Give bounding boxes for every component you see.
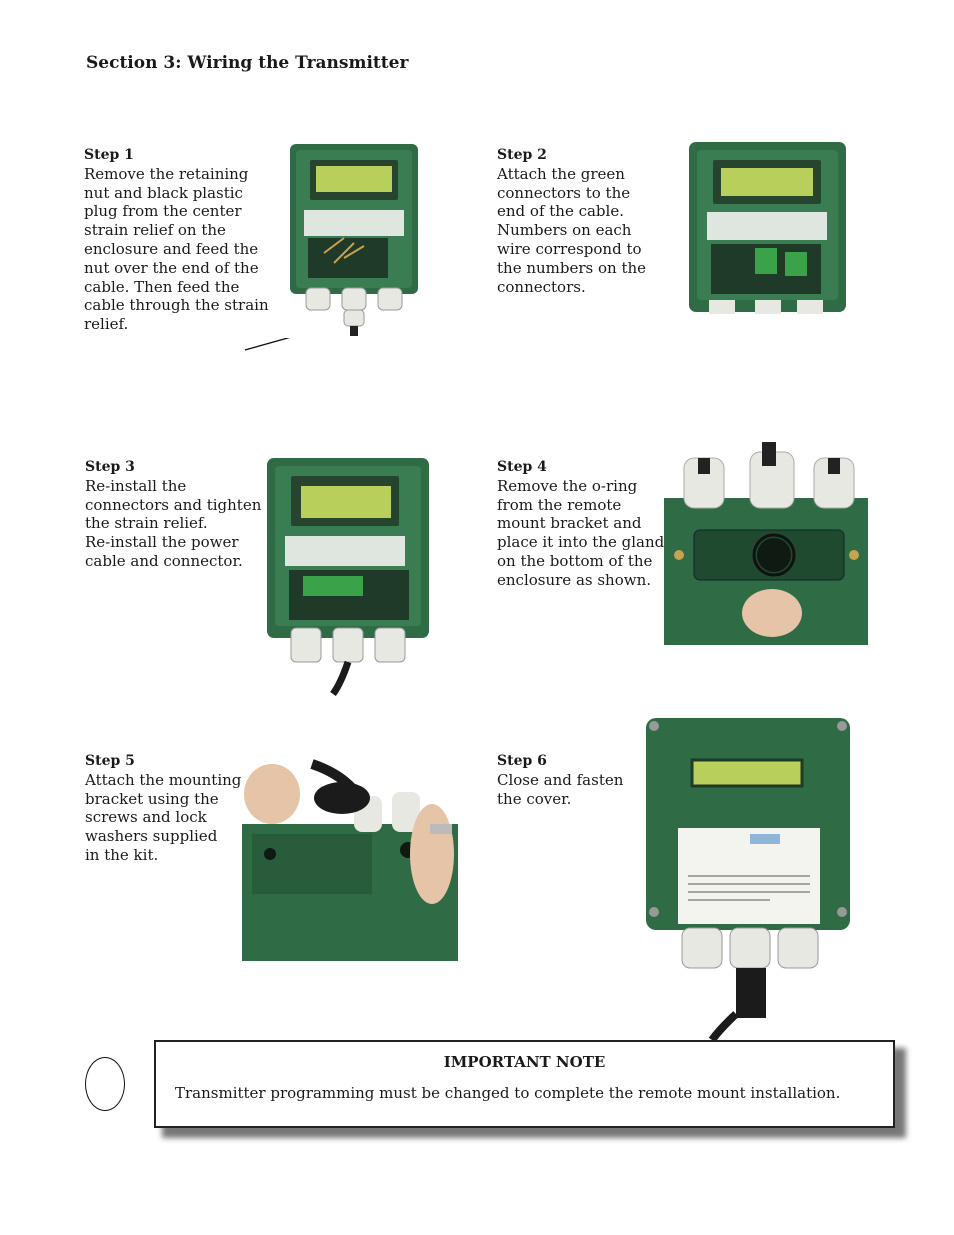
step-2-heading: Step 2 xyxy=(497,147,547,163)
step-4-line: on the bottom of the xyxy=(497,551,653,570)
step-2-line: Numbers on each xyxy=(497,221,632,240)
step-6-line: Close and fasten xyxy=(497,770,624,789)
step-4-heading: Step 4 xyxy=(497,459,547,475)
step-1-line: enclosure and feed the xyxy=(84,239,259,258)
step-3 xyxy=(85,458,261,571)
step-1-line: strain relief on the xyxy=(84,221,226,240)
step-2-line: the numbers on the xyxy=(497,258,647,277)
step-5 xyxy=(85,752,241,865)
step-5-line: in the kit. xyxy=(85,845,159,864)
step-1-line: cable through the strain xyxy=(84,296,269,315)
step-6-photo xyxy=(640,714,856,1040)
step-1-heading: Step 1 xyxy=(84,147,134,163)
step-4 xyxy=(497,458,664,590)
step-6-line: the cover. xyxy=(497,789,572,808)
step-5-line: washers supplied xyxy=(85,827,218,846)
step-4-line: from the remote xyxy=(497,495,622,514)
step-1 xyxy=(84,146,269,334)
step-4-line: Remove the o-ring xyxy=(497,476,638,495)
important-note-box xyxy=(154,1040,895,1128)
step-2-line: end of the cable. xyxy=(497,202,624,221)
note-title: IMPORTANT NOTE xyxy=(443,1053,606,1071)
step-6 xyxy=(497,752,623,808)
step-2-line: Attach the green xyxy=(497,164,625,183)
step-2-line: connectors. xyxy=(497,277,586,296)
step-5-heading: Step 5 xyxy=(85,753,135,769)
step-3-photo xyxy=(263,448,433,696)
step-3-line: Re-install the xyxy=(85,476,187,495)
step-3-line: connectors and tighten xyxy=(85,495,262,514)
step-1-line: Remove the retaining xyxy=(84,164,249,183)
step-2-line: wire correspond to xyxy=(497,239,642,258)
step-3-line: the strain relief. xyxy=(85,514,208,533)
note-oval-icon xyxy=(85,1057,125,1111)
step-2 xyxy=(497,146,646,296)
step-3-heading: Step 3 xyxy=(85,459,135,475)
step-4-line: mount bracket and xyxy=(497,514,642,533)
step-5-line: screws and lock xyxy=(85,808,207,827)
note-text: Transmitter programming must be changed to complete the remote mount installation. xyxy=(175,1084,841,1102)
step-3-line: cable and connector. xyxy=(85,551,243,570)
step-5-line: bracket using the xyxy=(85,789,219,808)
step-4-line: enclosure as shown. xyxy=(497,570,652,589)
step-4-line: place it into the gland xyxy=(497,533,665,552)
step-6-heading: Step 6 xyxy=(497,753,547,769)
step-4-photo xyxy=(664,438,868,645)
step-1-line: nut and black plastic xyxy=(84,183,243,202)
step-3-line: Re-install the power xyxy=(85,533,239,552)
step-1-line: plug from the center xyxy=(84,202,242,221)
step-2-line: connectors to the xyxy=(497,183,631,202)
section-title: Section 3: Wiring the Transmitter xyxy=(86,53,409,73)
step-1-line: cable. Then feed the xyxy=(84,277,240,296)
step-1-photo xyxy=(284,138,424,338)
step-5-line: Attach the mounting xyxy=(85,770,242,789)
step-5-photo xyxy=(242,754,458,961)
step-1-line: relief. xyxy=(84,315,129,334)
step-1-line: nut over the end of the xyxy=(84,258,259,277)
step-2-photo xyxy=(685,138,850,316)
